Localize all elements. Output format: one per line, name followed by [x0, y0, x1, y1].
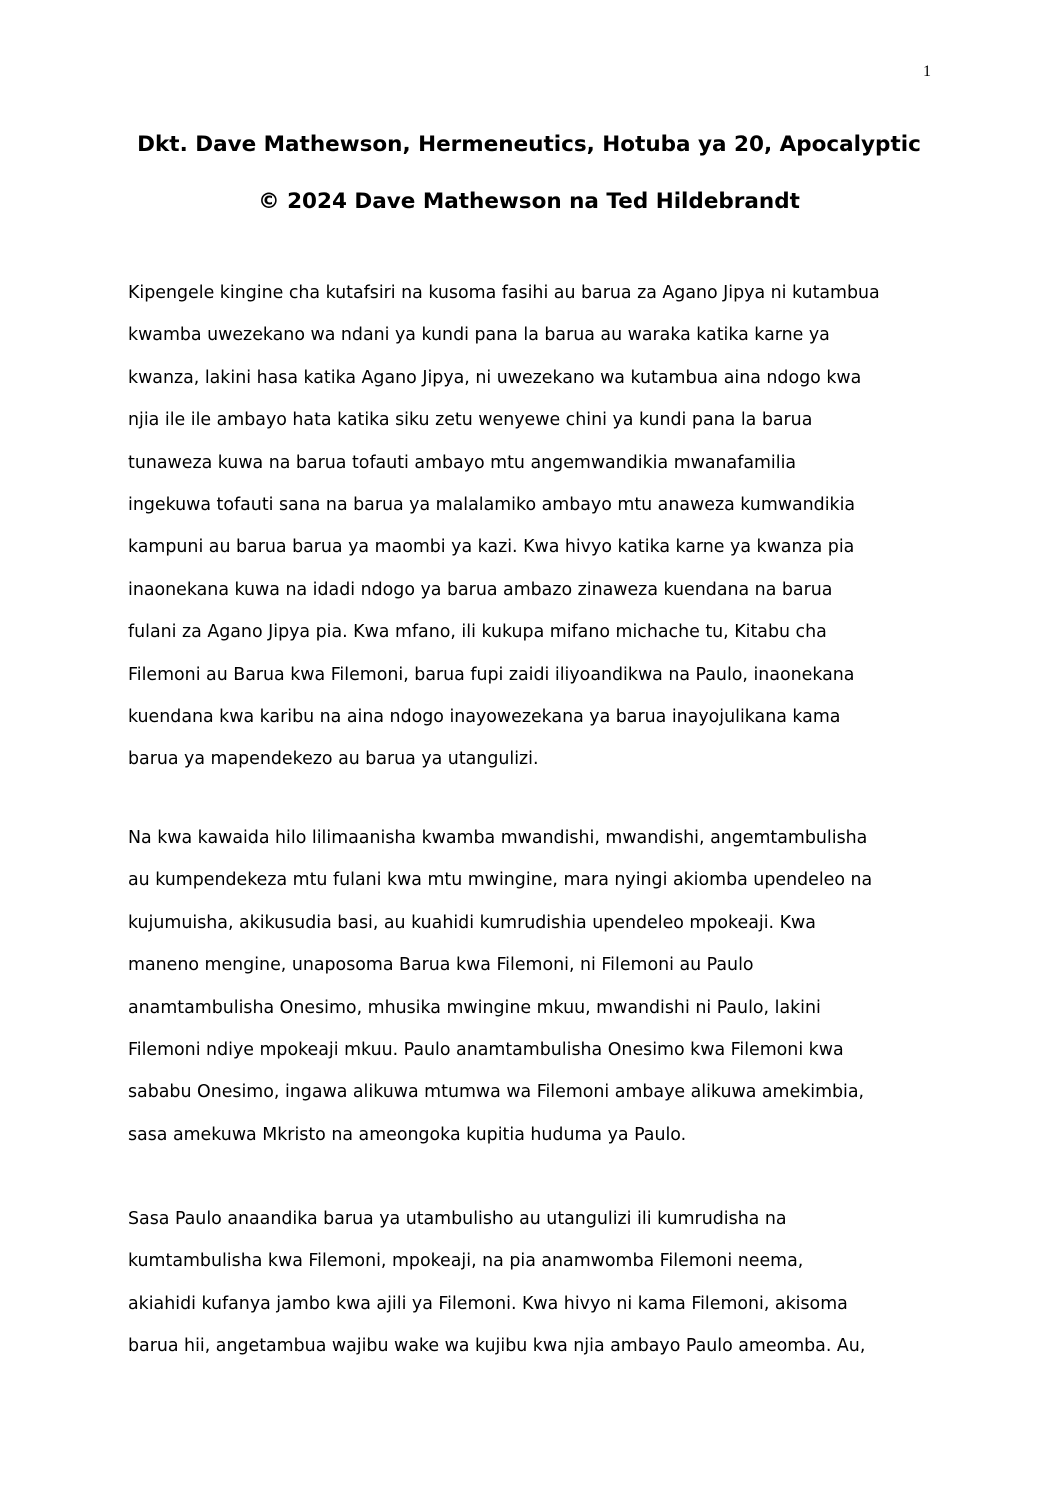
paragraph-line: njia ile ile ambayo hata katika siku zetu wenyewe chini ya kundi pana la barua	[128, 410, 813, 431]
paragraph-3	[128, 1198, 933, 1368]
paragraph-line: kwamba uwezekano wa ndani ya kundi pana la barua au waraka katika karne ya	[128, 325, 830, 346]
paragraph-line: kuendana kwa karibu na aina ndogo inayowezekana ya barua inayojulikana kama	[128, 707, 841, 728]
paragraph-line: kampuni au barua barua ya maombi ya kazi. Kwa hivyo katika karne ya kwanza pia	[128, 537, 855, 558]
paragraph-line: sasa amekuwa Mkristo na ameongoka kupitia huduma ya Paulo.	[128, 1124, 687, 1145]
paragraph-2	[128, 817, 933, 1156]
paragraph-line: Filemoni au Barua kwa Filemoni, barua fupi zaidi iliyoandikwa na Paulo, inaonekana	[128, 664, 855, 685]
paragraph-line: akiahidi kufanya jambo kwa ajili ya Filemoni. Kwa hivyo ni kama Filemoni, akisoma	[128, 1293, 848, 1314]
paragraph-line: sababu Onesimo, ingawa alikuwa mtumwa wa Filemoni ambaye alikuwa amekimbia,	[128, 1082, 865, 1103]
paragraph-line: anamtambulisha Onesimo, mhusika mwingine mkuu, mwandishi ni Paulo, lakini	[128, 997, 821, 1018]
paragraph-line: Sasa Paulo anaandika barua ya utambulisho au utangulizi ili kumrudisha na	[128, 1209, 787, 1229]
paragraph-line: Kipengele kingine cha kutafsiri na kusoma fasihi au barua za Agano Jipya ni kutambua	[128, 283, 880, 303]
paragraph-line: tunaweza kuwa na barua tofauti ambayo mtu angemwandikia mwanafamilia	[128, 452, 797, 473]
paragraph-line: au kumpendekeza mtu fulani kwa mtu mwingine, mara nyingi akiomba upendeleo na	[128, 870, 873, 891]
copyright-line: © 2024 Dave Mathewson na Ted Hildebrandt	[258, 189, 800, 214]
page-number: 1	[923, 63, 931, 80]
paragraph-1	[128, 272, 933, 781]
paragraph-line: fulani za Agano Jipya pia. Kwa mfano, ili kukupa mifano michache tu, Kitabu cha	[128, 622, 827, 643]
paragraph-line: barua ya mapendekezo au barua ya utangulizi.	[128, 749, 539, 770]
paragraph-line: ingekuwa tofauti sana na barua ya malalamiko ambayo mtu anaweza kumwandikia	[128, 495, 856, 516]
paragraph-line: Filemoni ndiye mpokeaji mkuu. Paulo anamtambulisha Onesimo kwa Filemoni kwa	[128, 1040, 844, 1061]
paragraph-line: kujumuisha, akikusudia basi, au kuahidi kumrudishia upendeleo mpokeaji. Kwa	[128, 912, 816, 933]
paragraph-line: maneno mengine, unaposoma Barua kwa Filemoni, ni Filemoni au Paulo	[128, 955, 754, 976]
paragraph-line: barua hii, angetambua wajibu wake wa kujibu kwa njia ambayo Paulo ameomba. Au,	[128, 1336, 866, 1357]
document-title: Dkt. Dave Mathewson, Hermeneutics, Hotuba ya 20, Apocalyptic	[137, 132, 921, 157]
paragraph-line: kumtambulisha kwa Filemoni, mpokeaji, na pia anamwomba Filemoni neema,	[128, 1251, 804, 1272]
paragraph-line: inaonekana kuwa na idadi ndogo ya barua ambazo zinaweza kuendana na barua	[128, 579, 833, 600]
paragraph-line: Na kwa kawaida hilo lilimaanisha kwamba mwandishi, mwandishi, angemtambulisha	[128, 828, 868, 848]
paragraph-line: kwanza, lakini hasa katika Agano Jipya, ni uwezekano wa kutambua aina ndogo kwa	[128, 367, 862, 388]
